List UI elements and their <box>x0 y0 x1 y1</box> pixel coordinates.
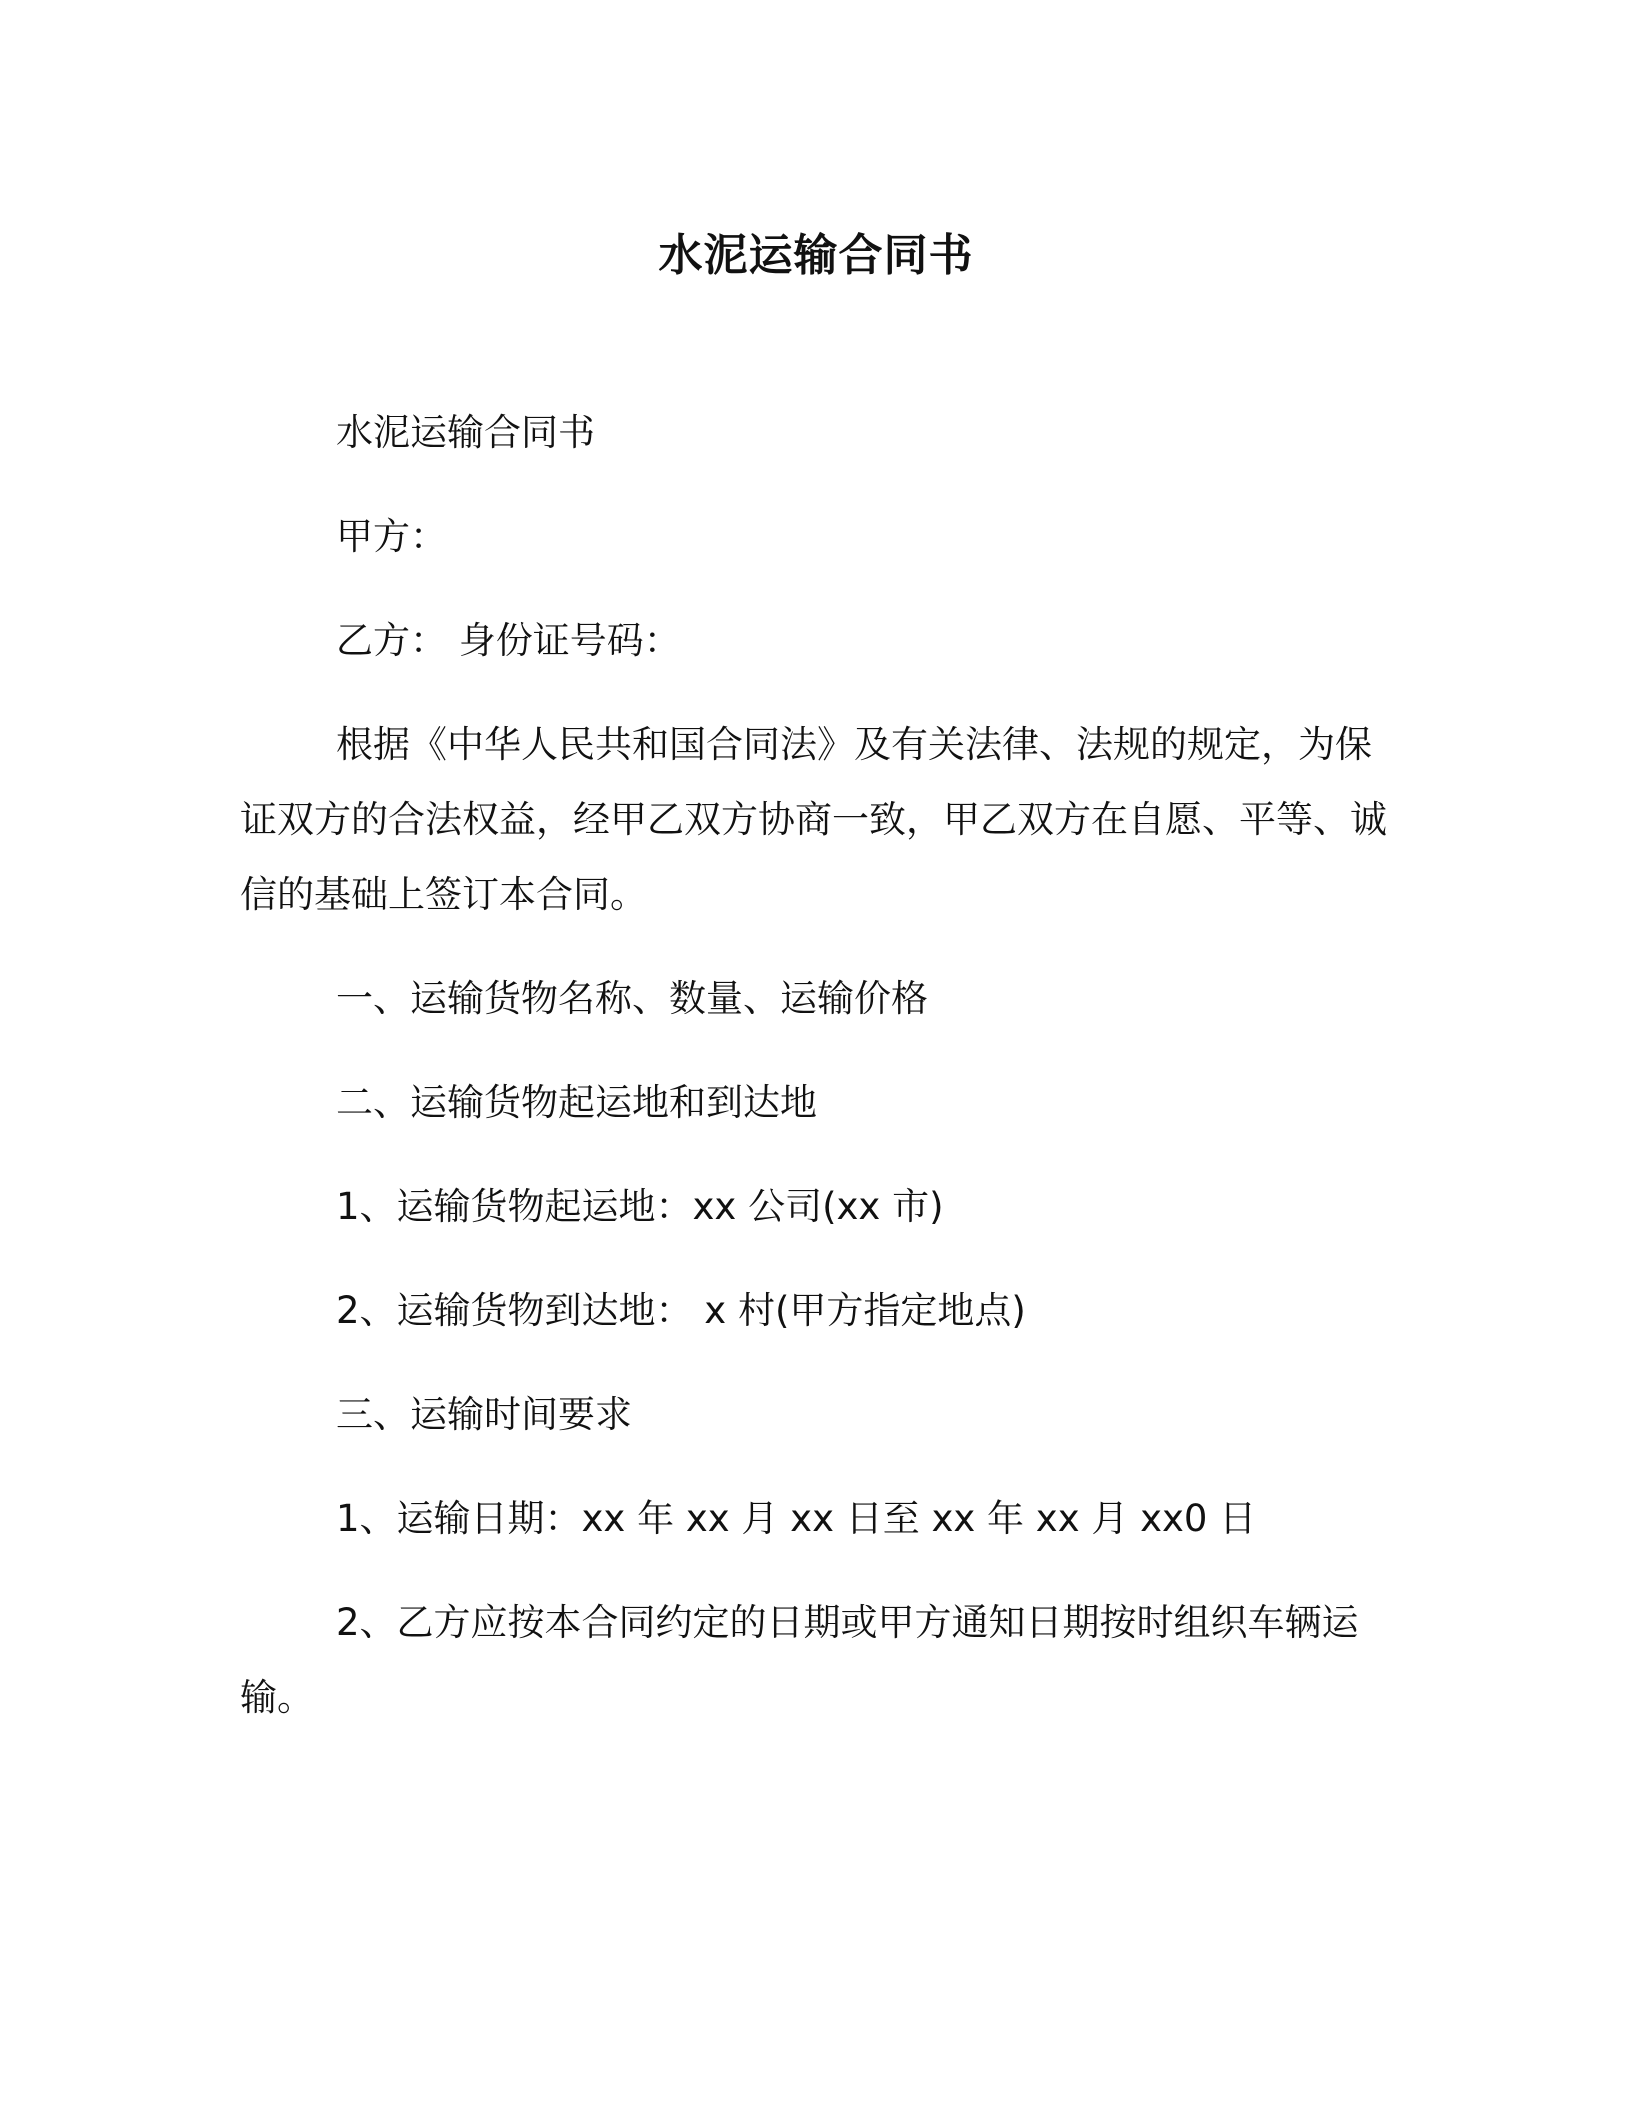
party-b-line: 乙方： 身份证号码： <box>336 619 681 662</box>
destination-clause: 2、运输货物到达地： x 村(甲方指定地点) <box>336 1289 1026 1332</box>
section-2-heading: 二、运输货物起运地和到达地 <box>336 1081 817 1124</box>
body-heading: 水泥运输合同书 <box>336 411 595 454</box>
origin-clause: 1、运输货物起运地：xx 公司(xx 市) <box>336 1185 944 1228</box>
document-body <box>240 395 1390 1764</box>
section-1-heading: 一、运输货物名称、数量、运输价格 <box>336 977 928 1020</box>
document-title: 水泥运输合同书 <box>658 230 974 281</box>
preamble-paragraph: 根据《中华人民共和国合同法》及有关法律、法规的规定，为保证双方的合法权益，经甲乙双方协商一致，甲乙双方在自愿、平等、诚信的基础上签订本合同。 <box>240 723 1387 916</box>
transport-date-clause: 1、运输日期：xx 年 xx 月 xx 日至 xx 年 xx 月 xx0 日 <box>336 1497 1257 1540</box>
party-a-line: 甲方： <box>336 515 447 558</box>
section-3-heading: 三、运输时间要求 <box>336 1393 632 1436</box>
schedule-clause: 2、乙方应按本合同约定的日期或甲方通知日期按时组织车辆运输。 <box>240 1601 1359 1719</box>
